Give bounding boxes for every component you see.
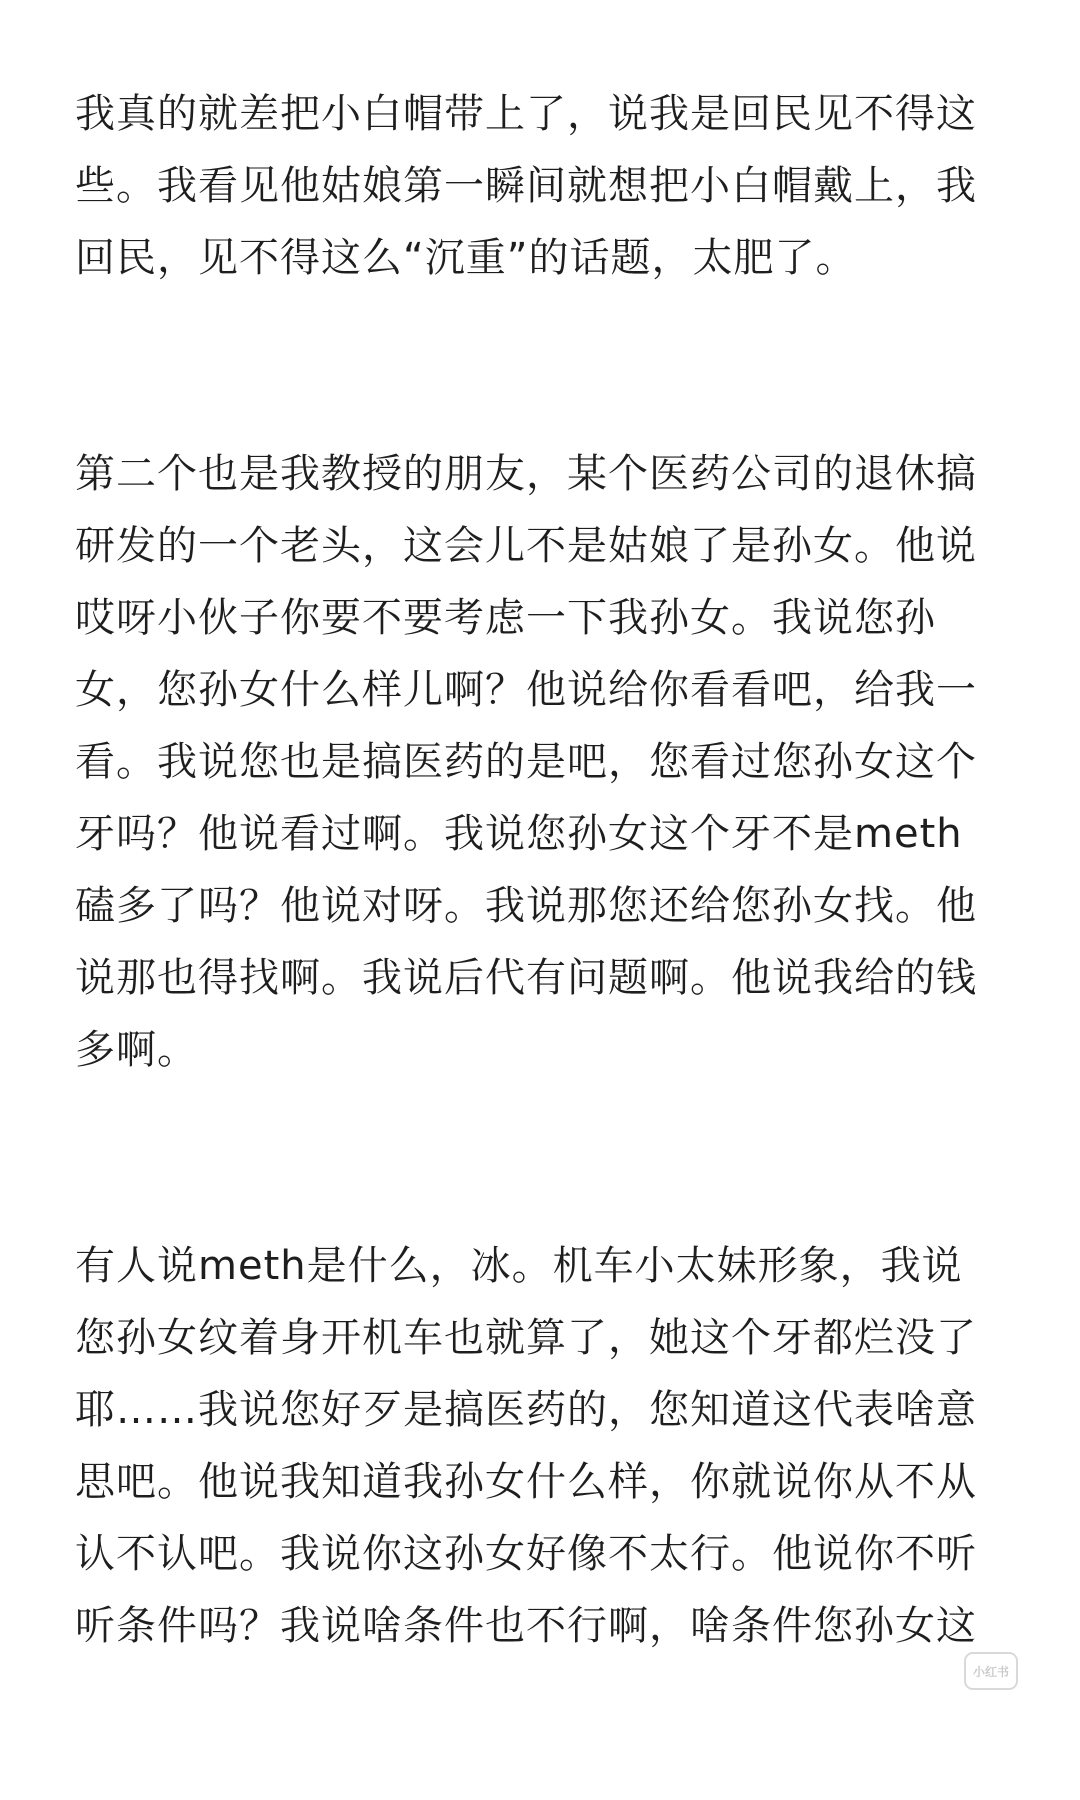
text-line: 牙吗？他说看过啊。我说您孙女这个牙不是meth — [75, 811, 963, 857]
text-line: 有人说meth是什么，冰。机车小太妹形象，我说 — [75, 1243, 963, 1289]
text-line: 第二个也是我教授的朋友，某个医药公司的退休搞 — [75, 451, 977, 497]
article-body — [75, 78, 1005, 1662]
paragraph-3 — [75, 1230, 1005, 1662]
text-line: 回民，见不得这么“沉重”的话题，太肥了。 — [75, 235, 857, 281]
xiaohongshu-watermark — [964, 1652, 1018, 1690]
text-line: 些。我看见他姑娘第一瞬间就想把小白帽戴上，我 — [75, 163, 977, 209]
text-line: 研发的一个老头，这会儿不是姑娘了是孙女。他说 — [75, 523, 977, 569]
paragraph-1 — [75, 78, 1005, 294]
text-line: 我真的就差把小白帽带上了，说我是回民见不得这 — [75, 91, 977, 137]
text-line: 磕多了吗？他说对呀。我说那您还给您孙女找。他 — [75, 883, 977, 929]
text-line: 您孙女纹着身开机车也就算了，她这个牙都烂没了 — [75, 1315, 977, 1361]
text-line: 认不认吧。我说你这孙女好像不太行。他说你不听 — [75, 1531, 977, 1577]
text-line: 哎呀小伙子你要不要考虑一下我孙女。我说您孙 — [75, 595, 936, 641]
text-line: 女，您孙女什么样儿啊？他说给你看看吧，给我一 — [75, 667, 977, 713]
text-line: 耶……我说您好歹是搞医药的，您知道这代表啥意 — [75, 1387, 977, 1433]
text-line: 听条件吗？我说啥条件也不行啊，啥条件您孙女这 — [75, 1603, 977, 1649]
text-line: 看。我说您也是搞医药的是吧，您看过您孙女这个 — [75, 739, 977, 785]
watermark-text: 小红书 — [972, 1664, 1009, 1679]
paragraph-2 — [75, 438, 1005, 1086]
text-line: 说那也得找啊。我说后代有问题啊。他说我给的钱 — [75, 955, 977, 1001]
text-line: 思吧。他说我知道我孙女什么样，你就说你从不从 — [75, 1459, 977, 1505]
text-line: 多啊。 — [75, 1027, 198, 1073]
